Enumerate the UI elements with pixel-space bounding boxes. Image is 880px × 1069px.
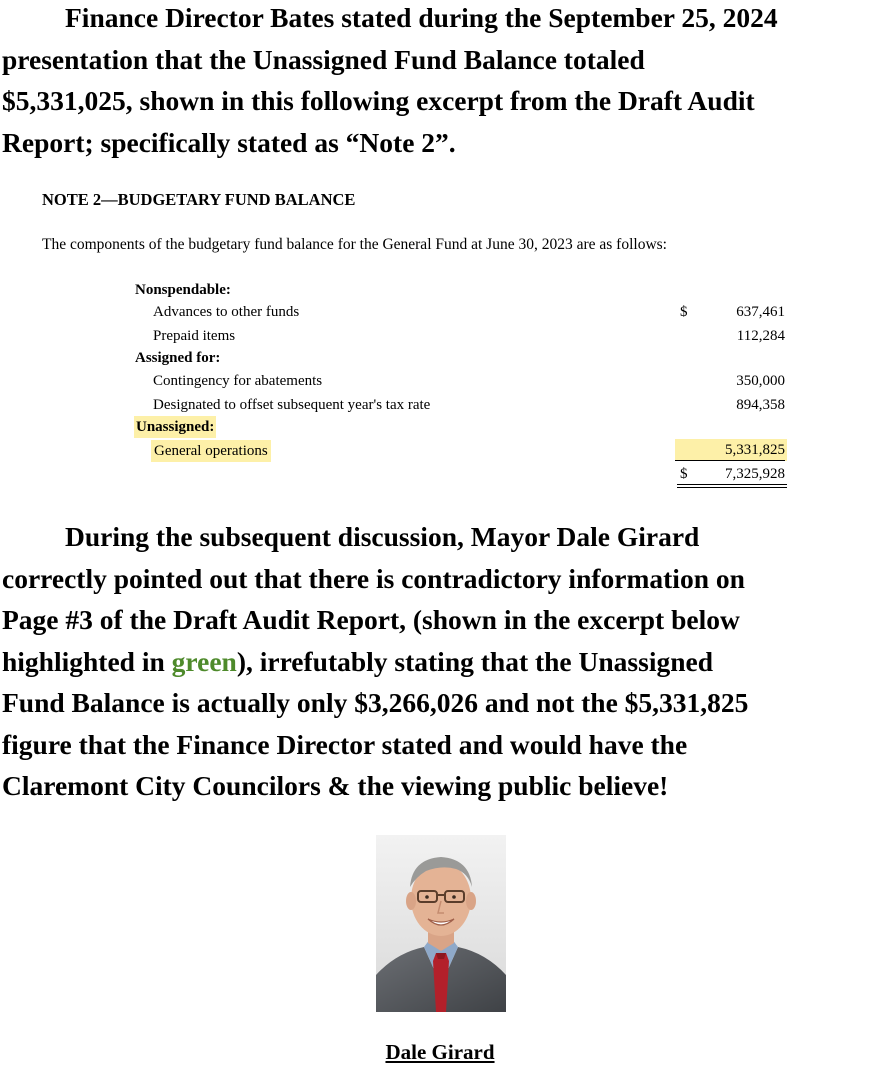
discussion-text: highlighted in (2, 645, 172, 677)
photo-caption: Dale Girard (385, 1040, 495, 1064)
discussion-line (2, 641, 878, 683)
intro-line: presentation that the Unassigned Fund Balance totaled (2, 43, 645, 75)
advances-value: 637,461 (736, 304, 785, 320)
general-operations-value (675, 439, 787, 461)
nonspendable-heading: Nonspendable: (135, 282, 231, 298)
designated-label: Designated to offset subsequent year's tax rate (153, 397, 431, 413)
general-operations-value-text: 5,331,825 (675, 440, 785, 461)
note-intro: The components of the budgetary fund balance for the General Fund at June 30, 2023 are as follows: (42, 236, 667, 253)
discussion-line: Fund Balance is actually only $3,266,026 and not the $5,331,825 (2, 687, 749, 718)
contingency-value: 350,000 (736, 373, 785, 389)
total-double-underline-top (677, 484, 787, 485)
intro-line: $5,331,025, shown in this following excerpt from the Draft Audit (2, 85, 755, 116)
advances-dollar: $ (680, 304, 688, 320)
unassigned-heading: Unassigned: (134, 416, 216, 438)
discussion-line: During the subsequent discussion, Mayor Dale Girard (65, 521, 700, 552)
discussion-text: ), irrefutably stating that the Unassigned (236, 645, 714, 677)
prepaid-value: 112,284 (736, 328, 785, 344)
total-dollar-text: $ (680, 466, 688, 482)
total-value (665, 463, 785, 485)
intro-paragraph (2, 0, 878, 163)
intro-line: Finance Director Bates stated during the September 25, 2024 (65, 2, 778, 33)
contingency-label: Contingency for abatements (153, 373, 323, 389)
discussion-line: correctly pointed out that there is contradictory information on (2, 562, 745, 594)
assigned-heading: Assigned for: (135, 350, 221, 366)
total-value-text: 7,325,928 (725, 466, 785, 482)
prepaid-label: Prepaid items (153, 328, 236, 344)
green-highlight-word: green (171, 645, 237, 677)
note-title: NOTE 2—BUDGETARY FUND BALANCE (42, 190, 356, 209)
designated-value: 894,358 (736, 397, 785, 413)
portrait-illustration (376, 835, 506, 1012)
discussion-line: figure that the Finance Director stated and would have the (2, 728, 688, 760)
discussion-line: Page #3 of the Draft Audit Report, (shown in the excerpt below (2, 604, 740, 635)
general-operations-label: General operations (151, 440, 271, 462)
advances-label: Advances to other funds (153, 304, 300, 320)
intro-line: Report; specifically stated as “Note 2”. (2, 126, 456, 158)
discussion-paragraph (2, 516, 878, 807)
discussion-line: Claremont City Councilors & the viewing public believe! (2, 770, 669, 801)
total-double-underline-bottom (677, 487, 787, 488)
portrait-photo (376, 835, 506, 1012)
